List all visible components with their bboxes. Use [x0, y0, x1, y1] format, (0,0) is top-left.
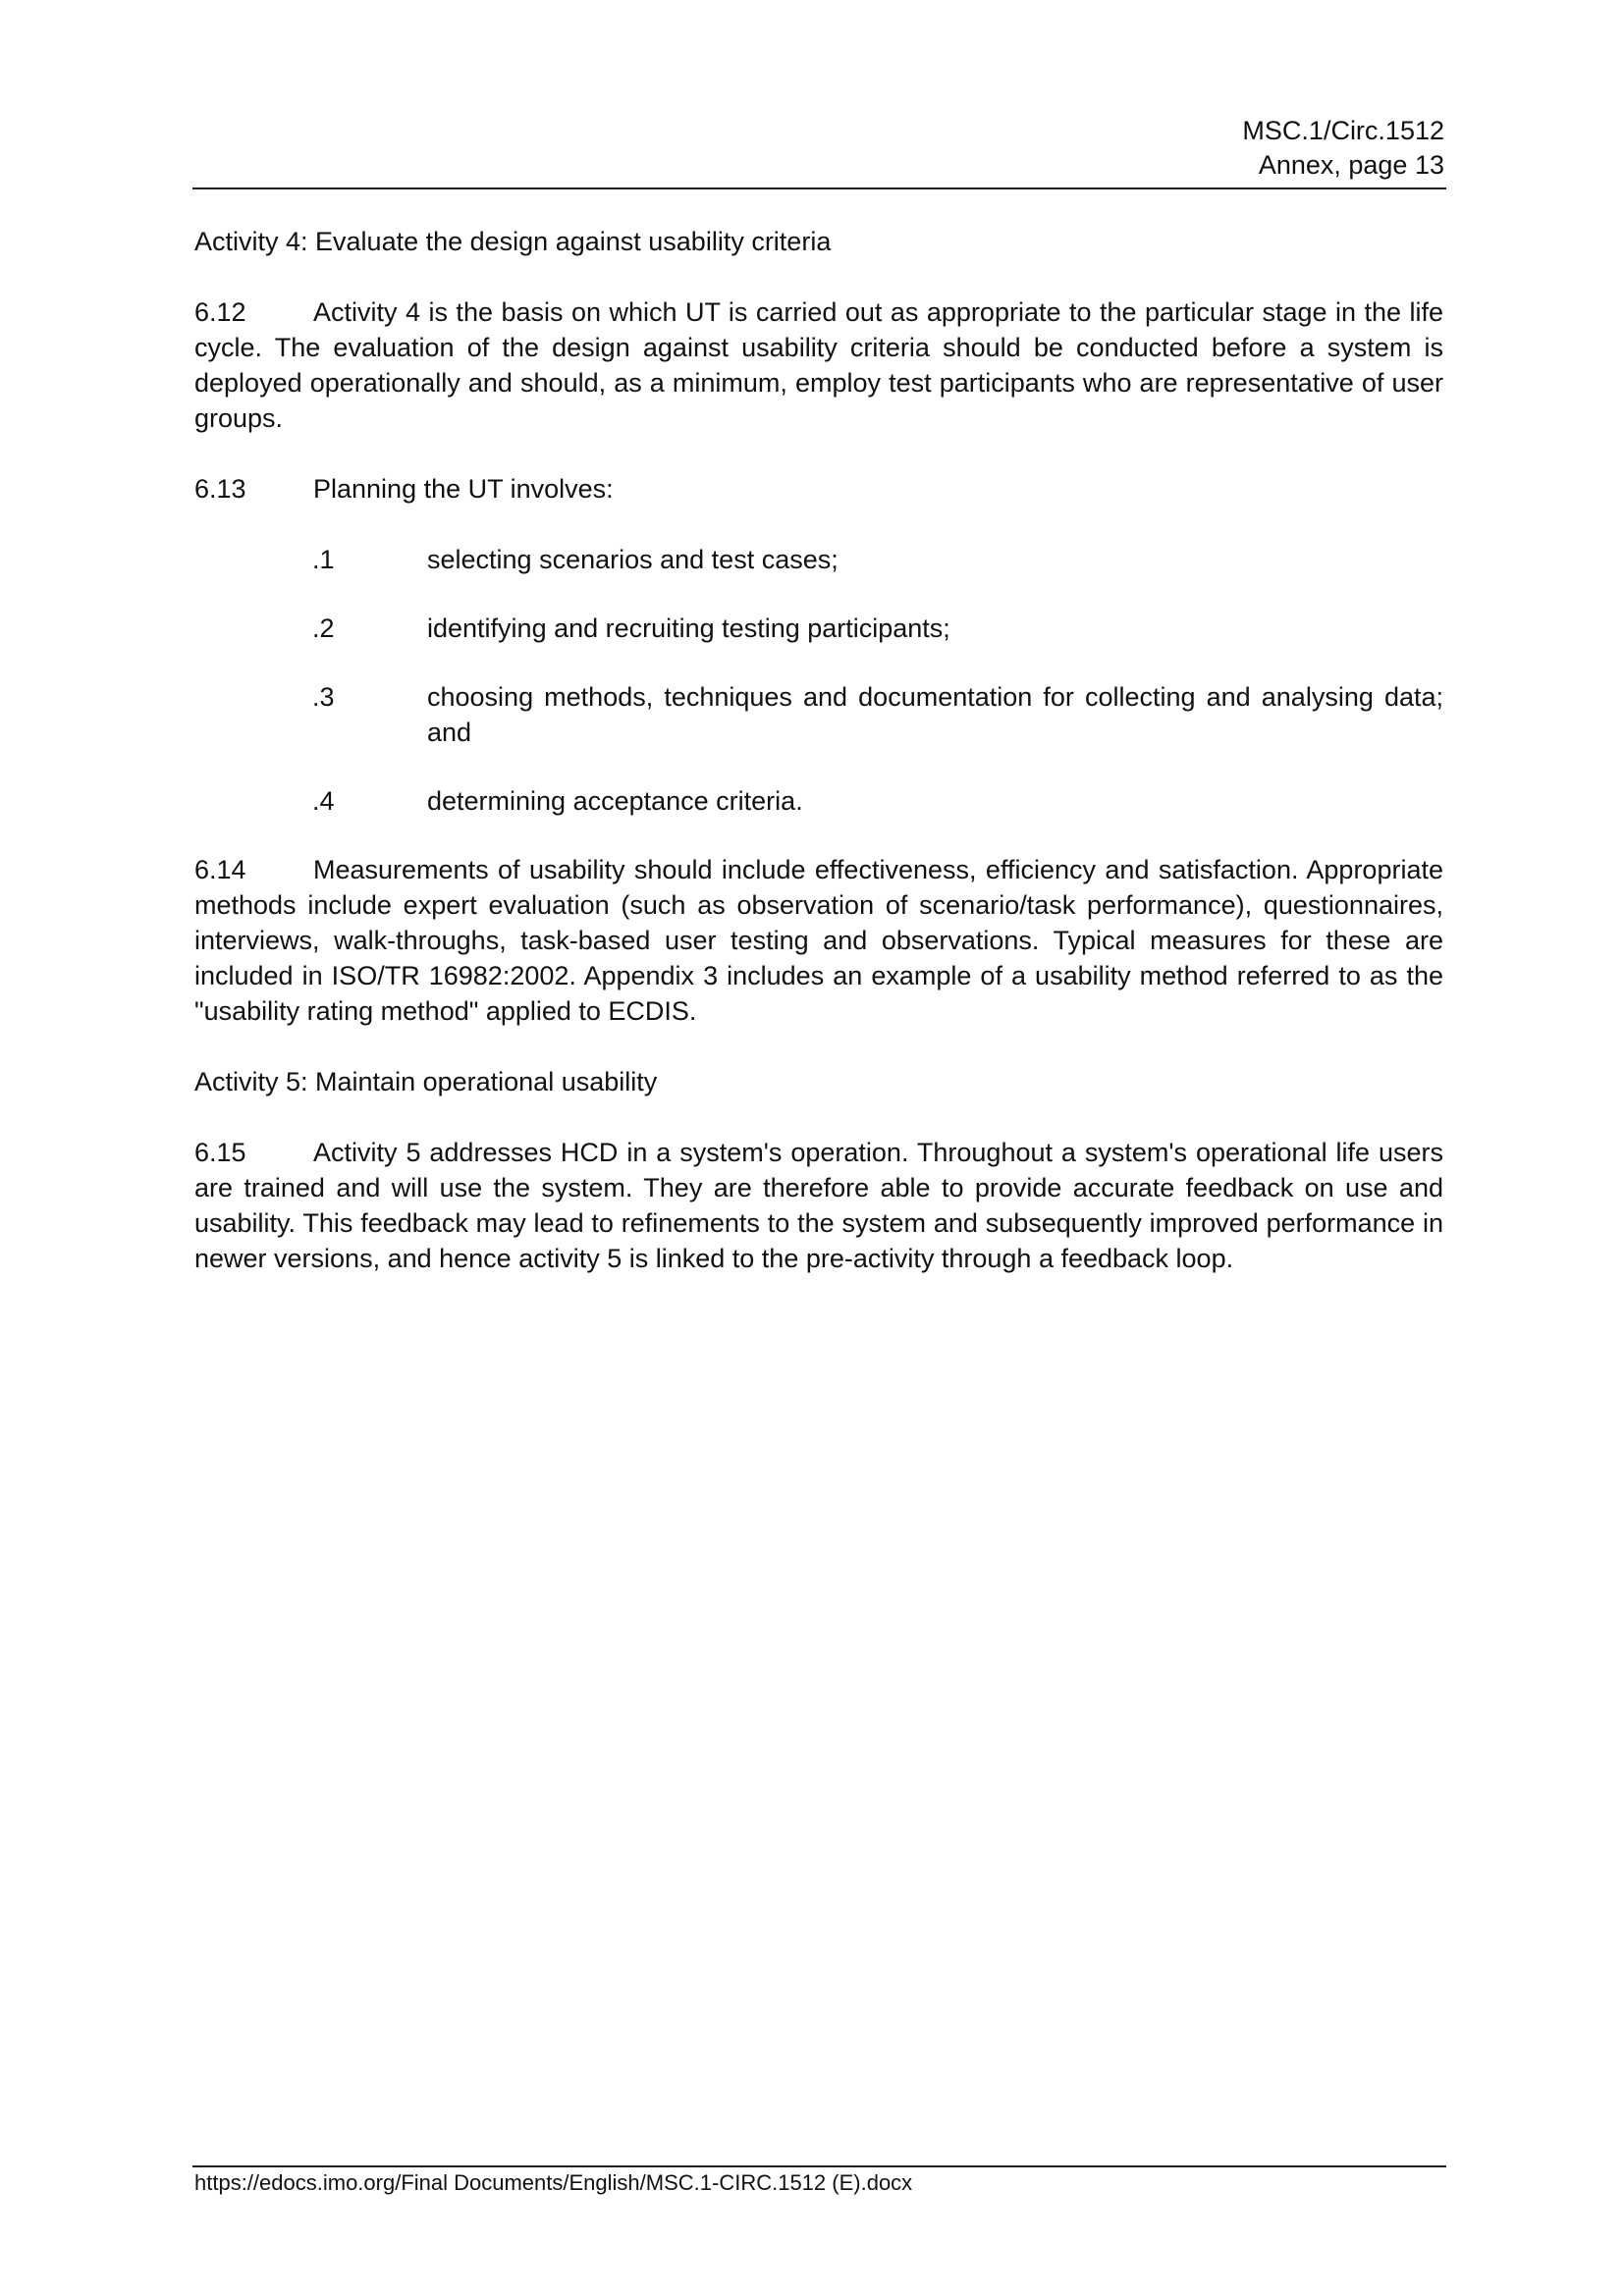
footer-divider — [192, 2165, 1446, 2167]
paragraph-text: Planning the UT involves: — [313, 474, 614, 504]
activity-5-heading: Activity 5: Maintain operational usability — [194, 1067, 658, 1096]
paragraph-number: 6.12 — [194, 297, 246, 327]
list-item — [194, 783, 1443, 819]
list-marker: .3 — [312, 682, 335, 712]
paragraph-number: 6.15 — [194, 1138, 246, 1167]
list-item-text: selecting scenarios and test cases; — [427, 545, 839, 574]
list-marker: .1 — [312, 545, 335, 574]
list-item-text: choosing methods, techniques and documentation for collecting and analysing data; and — [427, 682, 1443, 747]
footer-document-path: https://edocs.imo.org/Final Documents/English/MSC.1-CIRC.1512 (E).docx — [194, 2170, 913, 2195]
page-header — [192, 114, 1444, 183]
paragraph-number: 6.13 — [194, 474, 246, 504]
list-marker: .4 — [312, 786, 335, 816]
activity-4-heading: Activity 4: Evaluate the design against usability criteria — [194, 227, 832, 256]
list-item-text: determining acceptance criteria. — [427, 786, 803, 816]
paragraph-text: Measurements of usability should include effectiveness, efficiency and satisfaction. Appropriate methods include expert evaluation (such as observation of scenario/task performance), questionnaires, interviews, walk-throughs, task-based user testing and observations. Typical measures for these are included in ISO/TR 16982:2002. Appendix 3 includes an example of a usability method referred to as the "usability rating method" applied to ECDIS. — [194, 855, 1443, 1026]
paragraph-number: 6.14 — [194, 855, 246, 884]
list-item-text: identifying and recruiting testing participants; — [427, 614, 950, 643]
paragraph-6-12 — [194, 294, 1443, 436]
document-reference: MSC.1/Circ.1512 — [1242, 116, 1444, 145]
list-marker: .2 — [312, 614, 335, 643]
list-item — [194, 611, 1443, 646]
paragraph-text: Activity 4 is the basis on which UT is carried out as appropriate to the particular stage in the life cycle. The evaluation of the design against usability criteria should be conducted before a system is deployed operationally and should, as a minimum, employ test participants who are representative of user groups. — [194, 297, 1443, 433]
page-body — [194, 224, 1443, 1311]
paragraph-text: Activity 5 addresses HCD in a system's operation. Throughout a system's operational life users are trained and will use the system. They are therefore able to provide accurate feedback on use and usability. This feedback may lead to refinements to the system and subsequently improved performance in newer versions, and hence activity 5 is linked to the pre-activity through a feedback loop. — [194, 1138, 1443, 1273]
list-item — [194, 679, 1443, 750]
list-item — [194, 542, 1443, 577]
page-label: Annex, page 13 — [1258, 150, 1444, 180]
paragraph-6-15 — [194, 1135, 1443, 1276]
paragraph-6-13 — [194, 471, 1443, 507]
ut-planning-list — [194, 542, 1443, 819]
header-divider — [192, 187, 1446, 189]
paragraph-6-14 — [194, 852, 1443, 1029]
